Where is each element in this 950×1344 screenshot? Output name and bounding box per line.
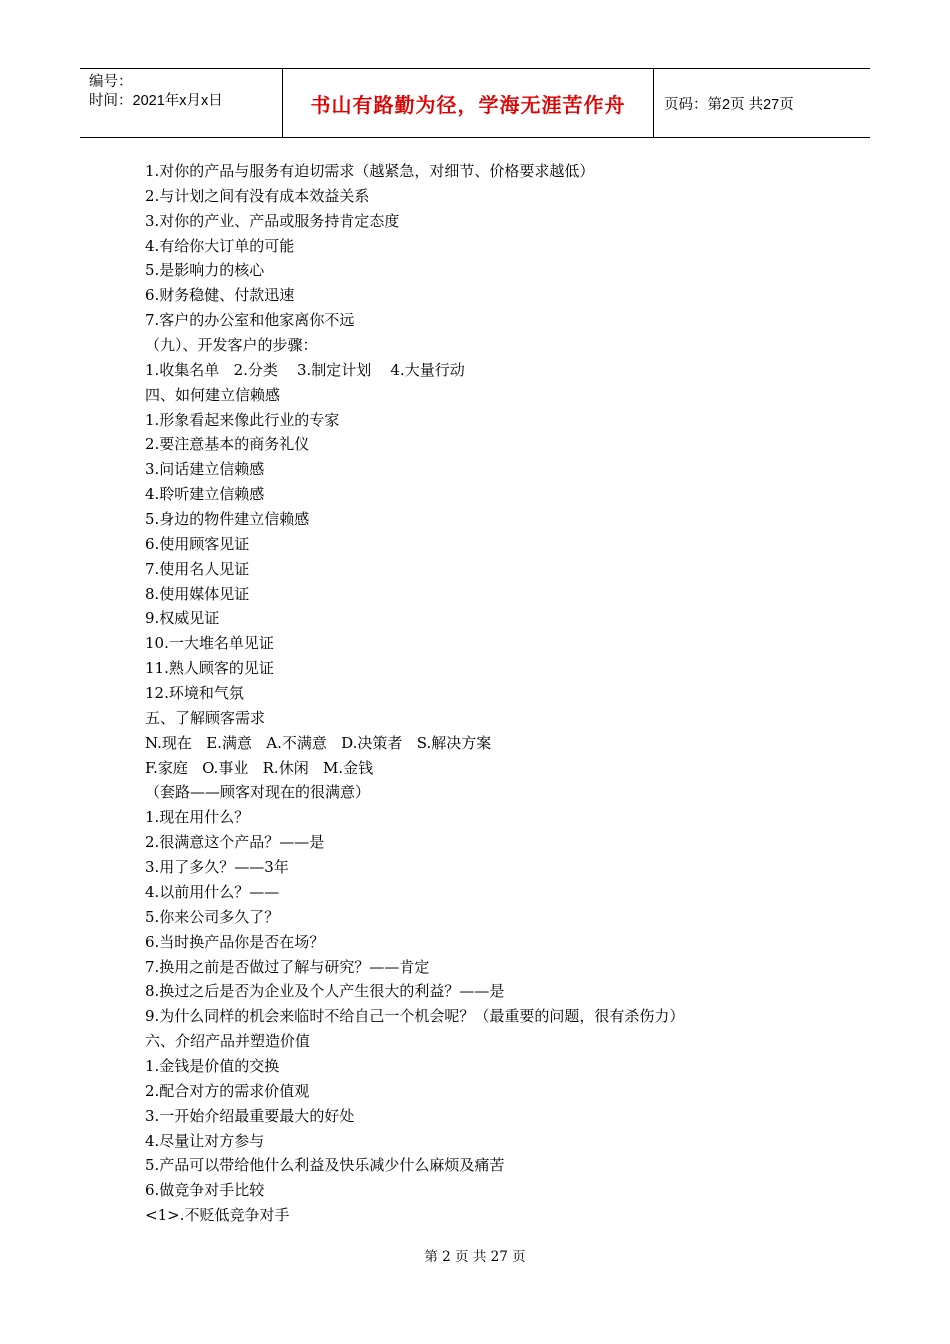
body-text-line: 9.权威见证 xyxy=(145,609,220,628)
body-text-line: 8.使用媒体见证 xyxy=(145,584,250,603)
body-text-line: （套路——顾客对现在的很满意） xyxy=(145,783,371,802)
body-text-line: 1.收集名单 2.分类 3.制定计划 4.大量行动 xyxy=(145,360,465,379)
body-text-line: 六、介绍产品并塑造价值 xyxy=(145,1032,311,1051)
body-text-line: 10.一大堆名单见证 xyxy=(145,634,274,653)
header-page-number: 页码：第2页 共27页 xyxy=(664,96,794,113)
body-text-line: 7.客户的办公室和他家离你不远 xyxy=(145,311,355,330)
body-text-line: 2.与计划之间有没有成本效益关系 xyxy=(145,186,370,205)
body-text-line: 3.一开始介绍最重要最大的好处 xyxy=(145,1106,355,1125)
body-text-line: 2.很满意这个产品？——是 xyxy=(145,833,325,852)
header-motto-cell xyxy=(282,69,654,137)
body-text-line: 3.用了多久？——3年 xyxy=(145,858,289,877)
body-text-line: 1.对你的产品与服务有迫切需求（越紧急，对细节、价格要求越低） xyxy=(145,162,595,180)
body-text-line: 4.以前用什么？—— xyxy=(145,882,280,901)
body-text-line: 9.为什么同样的机会来临时不给自己一个机会呢？（最重要的问题，很有杀伤力） xyxy=(145,1007,685,1026)
body-text-line: 5.产品可以带给他什么利益及快乐减少什么麻烦及痛苦 xyxy=(145,1156,505,1175)
body-text-line: 1.现在用什么？ xyxy=(145,808,250,827)
body-text-line: 1.金钱是价值的交换 xyxy=(145,1056,280,1075)
body-text-line: 6.财务稳健、付款迅速 xyxy=(145,286,295,305)
page-footer: 第 2 页 共 27 页 xyxy=(424,1249,526,1265)
body-text-line: N.现在 E.满意 A.不满意 D.决策者 S.解决方案 xyxy=(145,733,492,752)
page-header xyxy=(80,68,870,138)
body-text-line: 四、如何建立信赖感 xyxy=(145,385,281,404)
document-time-label: 时间：2021年x月x日 xyxy=(89,93,223,109)
document-body xyxy=(145,159,865,1228)
body-text-line: 5.身边的物件建立信赖感 xyxy=(145,510,310,529)
body-text-line: 11.熟人顾客的见证 xyxy=(145,659,274,678)
body-text-line: 7.使用名人见证 xyxy=(145,559,250,578)
body-text-line: 6.当时换产品你是否在场？ xyxy=(145,932,325,951)
body-text-line: 12.环境和气氛 xyxy=(145,684,244,703)
body-text-line: 4.聆听建立信赖感 xyxy=(145,485,265,504)
body-text-line: 五、了解顾客需求 xyxy=(145,708,266,727)
body-text-line: 5.是影响力的核心 xyxy=(145,261,265,280)
body-text-line: 6.做竞争对手比较 xyxy=(145,1181,265,1200)
body-text-line: 4.尽量让对方参与 xyxy=(145,1131,265,1150)
body-text-line: 6.使用顾客见证 xyxy=(145,534,250,553)
body-text-line: F.家庭 O.事业 R.休闲 M.金钱 xyxy=(145,758,374,777)
body-text-line: 2.要注意基本的商务礼仪 xyxy=(145,435,310,454)
body-text-line: 8.换过之后是否为企业及个人产生很大的利益？——是 xyxy=(145,982,505,1001)
body-text-line: 2.配合对方的需求价值观 xyxy=(145,1081,310,1100)
body-text-line: 7.换用之前是否做过了解与研究？——肯定 xyxy=(145,957,430,976)
body-text-line: （九）、开发客户的步骤： xyxy=(145,336,318,355)
document-number-label: 编号： xyxy=(89,74,133,90)
body-text-line: <1>.不贬低竞争对手 xyxy=(145,1206,290,1225)
body-text-line: 3.问话建立信赖感 xyxy=(145,460,265,479)
motto-text: 书山有路勤为径，学海无涯苦作舟 xyxy=(310,92,626,117)
header-page-cell xyxy=(654,69,870,137)
body-text-line: 5.你来公司多久了？ xyxy=(145,907,280,926)
body-text-line: 4.有给你大订单的可能 xyxy=(145,236,295,255)
body-text-line: 1.形象看起来像此行业的专家 xyxy=(145,410,340,429)
body-text-line: 3.对你的产业、产品或服务持肯定态度 xyxy=(145,211,400,230)
header-meta xyxy=(80,69,282,137)
